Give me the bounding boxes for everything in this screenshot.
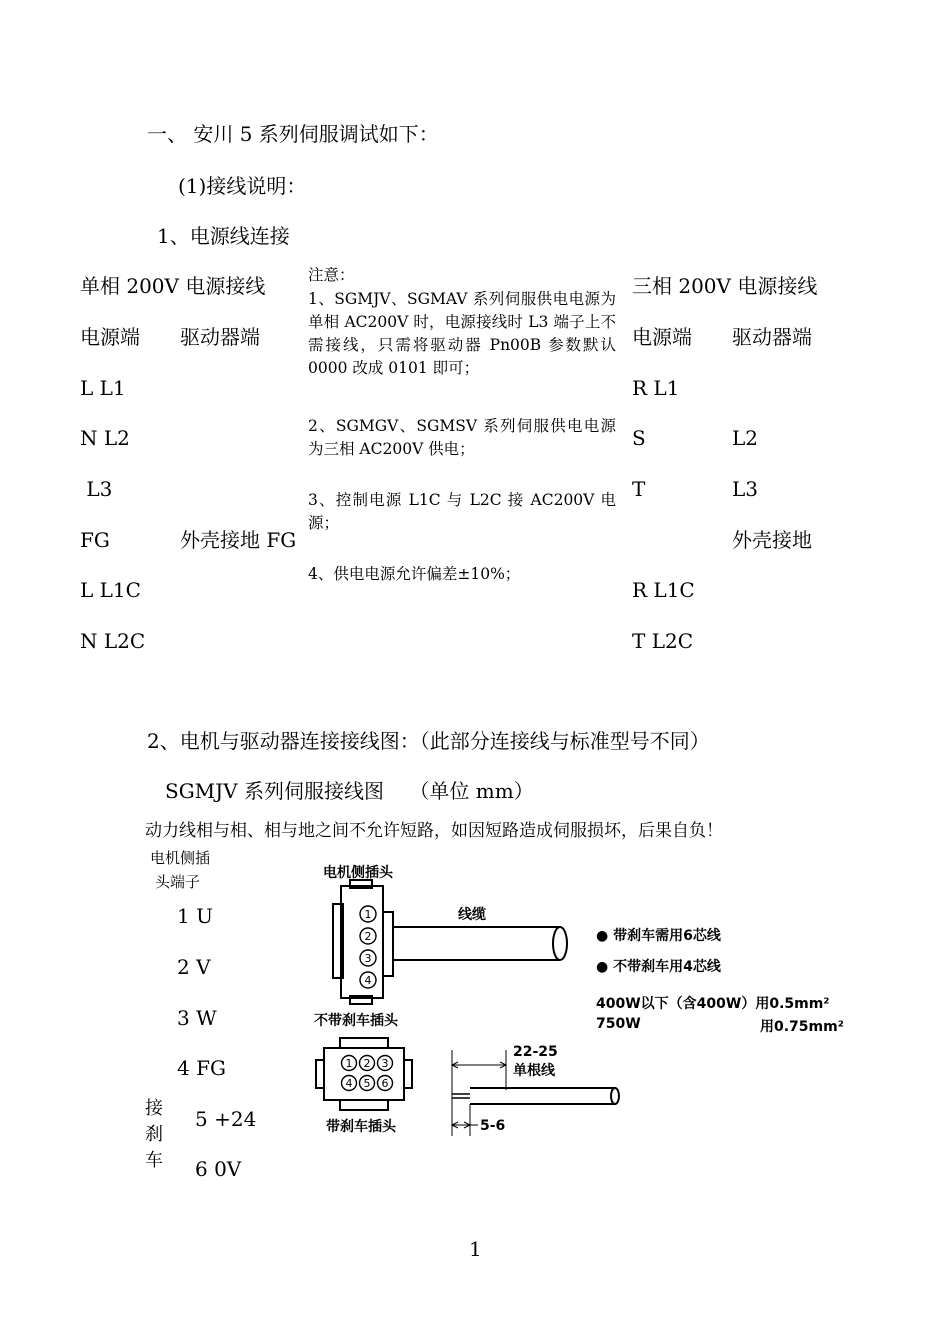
spec-750w-wire: 用0.75mm² bbox=[760, 1019, 844, 1035]
spec-400w: 400W以下（含400W）用0.5mm² bbox=[596, 996, 830, 1012]
terminal-6: 6 0V bbox=[195, 1157, 242, 1181]
terminal-2: 2 V bbox=[177, 955, 211, 979]
notes-title: 注意： bbox=[308, 266, 355, 284]
page-number: 1 bbox=[469, 1237, 482, 1261]
single-row-5: L L1C bbox=[80, 578, 141, 602]
three-row-2b: L2 bbox=[732, 426, 759, 450]
three-row-2a: S bbox=[632, 426, 646, 450]
terminal-header-1: 电机侧插 bbox=[150, 849, 211, 867]
three-row-5: R L1C bbox=[632, 578, 695, 602]
pin6-2: 2 bbox=[363, 1057, 371, 1070]
brake-label-1: 接 bbox=[145, 1098, 163, 1119]
terminal-header-2: 头端子 bbox=[155, 873, 201, 891]
three-row-1: R L1 bbox=[632, 376, 680, 400]
terminal-1: 1 U bbox=[177, 904, 213, 928]
pin6-5: 5 bbox=[363, 1077, 371, 1090]
single-row-4: FG bbox=[80, 528, 110, 552]
main-heading: 一、 安川 5 系列伺服调试如下： bbox=[147, 122, 439, 146]
terminal-5: 5 +24 bbox=[195, 1107, 257, 1131]
note-3: 3、控制电源 L1C 与 L2C 接 AC200V 电源； bbox=[308, 491, 616, 532]
strip-length: 22-25 bbox=[513, 1044, 558, 1060]
short-circuit-warning: 动力线相与相、相与地之间不允许短路，如因短路造成伺服损坏，后果自负！ bbox=[145, 821, 723, 841]
three-row-6: T L2C bbox=[632, 629, 694, 653]
no-brake-4-core-note: ● 不带刹车用4芯线 bbox=[596, 959, 721, 975]
single-row-1: L L1 bbox=[80, 376, 126, 400]
terminal-3: 3 W bbox=[177, 1006, 217, 1030]
pin6-4: 4 bbox=[345, 1077, 353, 1090]
terminal-4: 4 FG bbox=[177, 1056, 226, 1080]
note-1: 1、SGMJV、SGMAV 系列伺服供电电源为单相 AC200V 时，电源接线时 L3 端子上不需接线，只需将驱动器 Pn00B 参数默认 0000 改成 0101 即可； bbox=[308, 290, 616, 377]
sgmjv-title: SGMJV 系列伺服接线图 （单位 mm） bbox=[165, 779, 534, 803]
cable-end bbox=[553, 927, 567, 960]
note-2: 2、SGMGV、SGMSV 系列伺服供电电源为三相 AC200V 供电； bbox=[308, 417, 616, 458]
single-row-6: N L2C bbox=[80, 629, 146, 653]
section1-title: 1、电源线连接 bbox=[157, 224, 290, 248]
single-phase-title: 单相 200V 电源接线 bbox=[80, 274, 266, 298]
pin4-1: 1 bbox=[364, 908, 372, 921]
single-row-3: L3 bbox=[80, 477, 113, 501]
section2-title: 2、电机与驱动器连接接线图：（此部分连接线与标准型号不同） bbox=[147, 729, 710, 753]
pin6-1: 1 bbox=[345, 1057, 353, 1070]
note-4: 4、供电电源允许偏差±10%； bbox=[308, 565, 521, 583]
three-col-driver: 驱动器端 bbox=[732, 325, 812, 349]
brake-plug-label: 带刹车插头 bbox=[326, 1119, 396, 1135]
three-col-power: 电源端 bbox=[632, 325, 692, 349]
three-row-3b: L3 bbox=[732, 477, 759, 501]
three-row-3a: T bbox=[632, 477, 646, 501]
brake-6-core-note: ● 带刹车需用6芯线 bbox=[596, 928, 721, 944]
single-col-power: 电源端 bbox=[80, 325, 140, 349]
pin6-3: 3 bbox=[381, 1057, 389, 1070]
pin4-3: 3 bbox=[364, 952, 372, 965]
single-wire-label: 单根线 bbox=[513, 1063, 555, 1079]
motor-plug-label: 电机侧插头 bbox=[323, 865, 393, 881]
pin4-4: 4 bbox=[364, 974, 372, 987]
spec-750w: 750W bbox=[596, 1016, 641, 1032]
single-fg-driver: 外壳接地 FG bbox=[180, 528, 297, 552]
three-row-4b: 外壳接地 bbox=[732, 528, 812, 552]
no-brake-plug-label: 不带刹车插头 bbox=[314, 1013, 398, 1029]
brake-label-2: 刹 bbox=[145, 1124, 163, 1145]
pin4-2: 2 bbox=[364, 930, 372, 943]
pin6-6: 6 bbox=[381, 1077, 389, 1090]
cable-label: 线缆 bbox=[458, 907, 486, 923]
subheading: (1)接线说明： bbox=[178, 174, 307, 198]
single-col-driver: 驱动器端 bbox=[180, 325, 260, 349]
tip-length: 5-6 bbox=[480, 1118, 506, 1134]
single-row-2: N L2 bbox=[80, 426, 130, 450]
three-phase-title: 三相 200V 电源接线 bbox=[632, 274, 818, 298]
brake-label-3: 车 bbox=[145, 1150, 163, 1171]
